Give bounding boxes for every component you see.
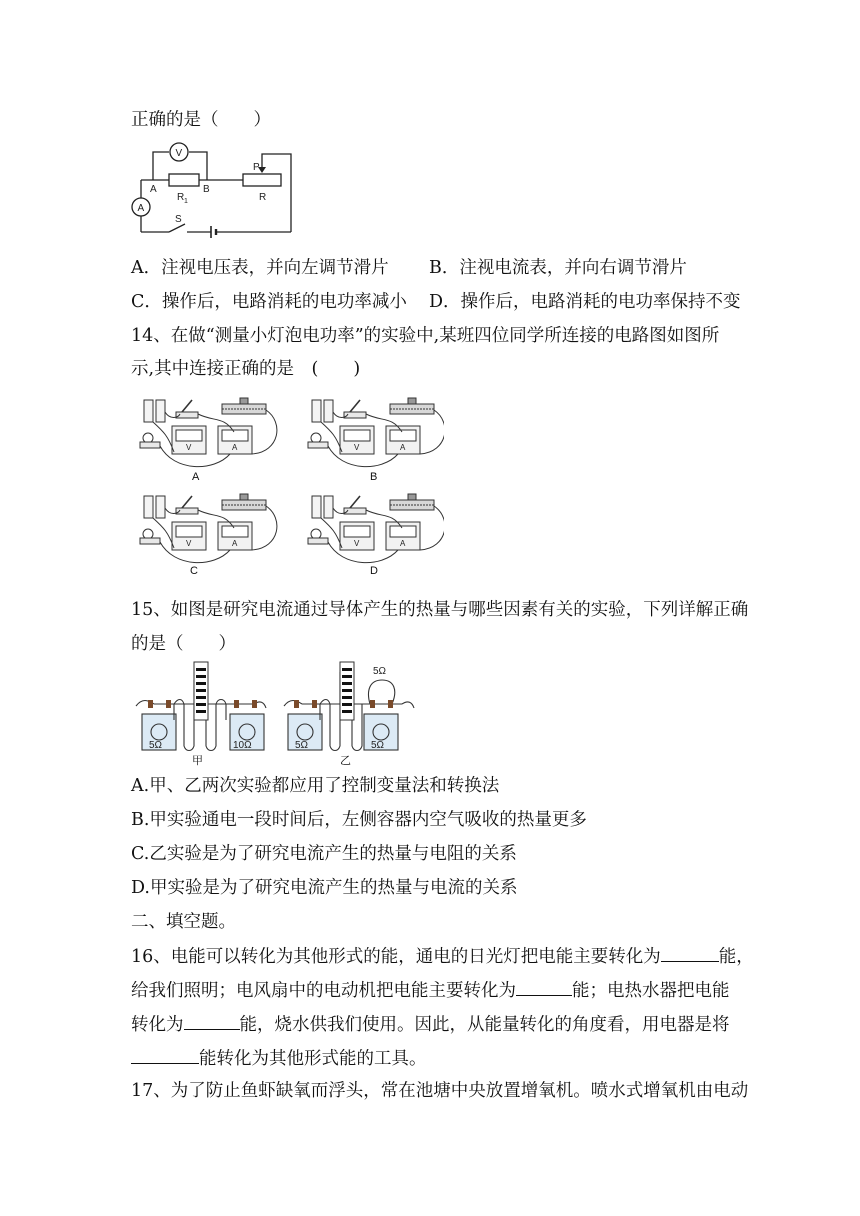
q15-option-c: C.乙实验是为了研究电流产生的热量与电阻的关系 (131, 844, 517, 864)
q16-line-4-text-b: 能转化为其他形式能的工具。 (199, 1049, 427, 1069)
q13-slider-label: P (253, 162, 260, 173)
q13-rheostat-label: R (259, 192, 267, 203)
q14-panel-a-voltmeter-label: V (186, 443, 192, 452)
q14-panel-label-a: A (192, 471, 200, 483)
q14-circuit-photos (134, 392, 444, 582)
q13-point-a-label: A (150, 184, 157, 195)
q14-panel-label-c: C (190, 565, 198, 577)
q13-resistor-label: R (177, 192, 185, 203)
section-2-title: 二、填空题。 (131, 912, 236, 932)
q13-option-d: D．操作后，电路消耗的电功率保持不变 (429, 292, 741, 312)
q16-line-3-text-a: 转化为 (131, 1015, 184, 1035)
q15-heat-experiment-figure (134, 660, 416, 768)
q14-stem-line-2: 示,其中连接正确的是 ( ) (131, 359, 361, 379)
q15-stem-line-2: 的是（ ） (131, 634, 236, 654)
q13-circuit-diagram (131, 140, 296, 245)
q13-options-row-1 (131, 256, 687, 280)
q16-line-3-text-b: 能，烧水供我们使用。因此，从能量转化的角度看，用电器是将 (239, 1015, 730, 1035)
q14-panel-c-ammeter-label: A (232, 539, 238, 548)
q13-option-b: B．注视电流表，并向右调节滑片 (429, 258, 687, 278)
q16-line-2-text-a: 给我们照明；电风扇中的电动机把电能主要转化为 (131, 981, 516, 1001)
q15-jia-right-resistor: 10Ω (233, 740, 252, 751)
q15-stem-line-1: 15、如图是研究电流通过导体产生的热量与哪些因素有关的实验，下列详解正确 (131, 600, 749, 620)
q13-options-row-2 (131, 290, 741, 314)
q16-blank-3[interactable] (184, 1011, 240, 1030)
q13-switch-label: S (175, 214, 182, 225)
q15-yi-right-resistor: 5Ω (371, 740, 385, 751)
q17-line-1: 17、为了防止鱼虾缺氧而浮头，常在池塘中央放置增氧机。喷水式增氧机由电动 (131, 1081, 749, 1101)
q13-option-c: C．操作后，电路消耗的电功率减小 (131, 292, 407, 312)
q16-line-4 (131, 1045, 427, 1071)
q14-panel-a-ammeter-label: A (232, 443, 238, 452)
q16-line-1 (131, 943, 754, 969)
q14-panel-label-d: D (370, 565, 378, 577)
q15-jia-left-resistor: 5Ω (149, 740, 163, 751)
q13-voltmeter-label: V (175, 148, 183, 159)
q16-line-2 (131, 977, 730, 1003)
q15-yi-outer-resistor: 5Ω (373, 666, 387, 677)
q14-panel-b-ammeter-label: A (400, 443, 406, 452)
q13-option-a: A．注视电压表，并向左调节滑片 (131, 258, 389, 278)
q13-stem-tail: 正确的是（ ） (131, 110, 271, 130)
q15-fig-label-jia: 甲 (192, 755, 203, 767)
q15-fig-label-yi: 乙 (340, 755, 351, 767)
q13-ammeter-label: A (137, 203, 145, 214)
q16-blank-1[interactable] (661, 943, 719, 962)
q16-line-3 (131, 1011, 730, 1037)
q14-stem-line-1: 14、在做“测量小灯泡电功率”的实验中,某班四位同学所连接的电路图如图所 (131, 326, 720, 346)
q14-panel-label-b: B (370, 471, 378, 483)
q15-yi-left-resistor: 5Ω (295, 740, 309, 751)
q16-line-2-text-b: 能；电热水器把电能 (572, 981, 730, 1001)
q16-blank-4[interactable] (131, 1045, 199, 1064)
q14-panel-c-voltmeter-label: V (186, 539, 192, 548)
q14-panel-d-voltmeter-label: V (354, 539, 360, 548)
q15-option-a: A.甲、乙两次实验都应用了控制变量法和转换法 (131, 776, 500, 796)
q15-option-b: B.甲实验通电一段时间后，左侧容器内空气吸收的热量更多 (131, 810, 587, 830)
q14-panel-d-ammeter-label: A (400, 539, 406, 548)
q16-line-1-text-a: 16、电能可以转化为其他形式的能，通电的日光灯把电能主要转化为 (131, 947, 661, 967)
q13-resistor-subscript: 1 (184, 198, 188, 205)
q16-line-1-text-b: 能， (718, 947, 754, 967)
q15-option-d: D.甲实验是为了研究电流产生的热量与电流的关系 (131, 878, 518, 898)
q14-panel-b-voltmeter-label: V (354, 443, 360, 452)
q13-point-b-label: B (203, 184, 210, 195)
q16-blank-2[interactable] (516, 977, 572, 996)
